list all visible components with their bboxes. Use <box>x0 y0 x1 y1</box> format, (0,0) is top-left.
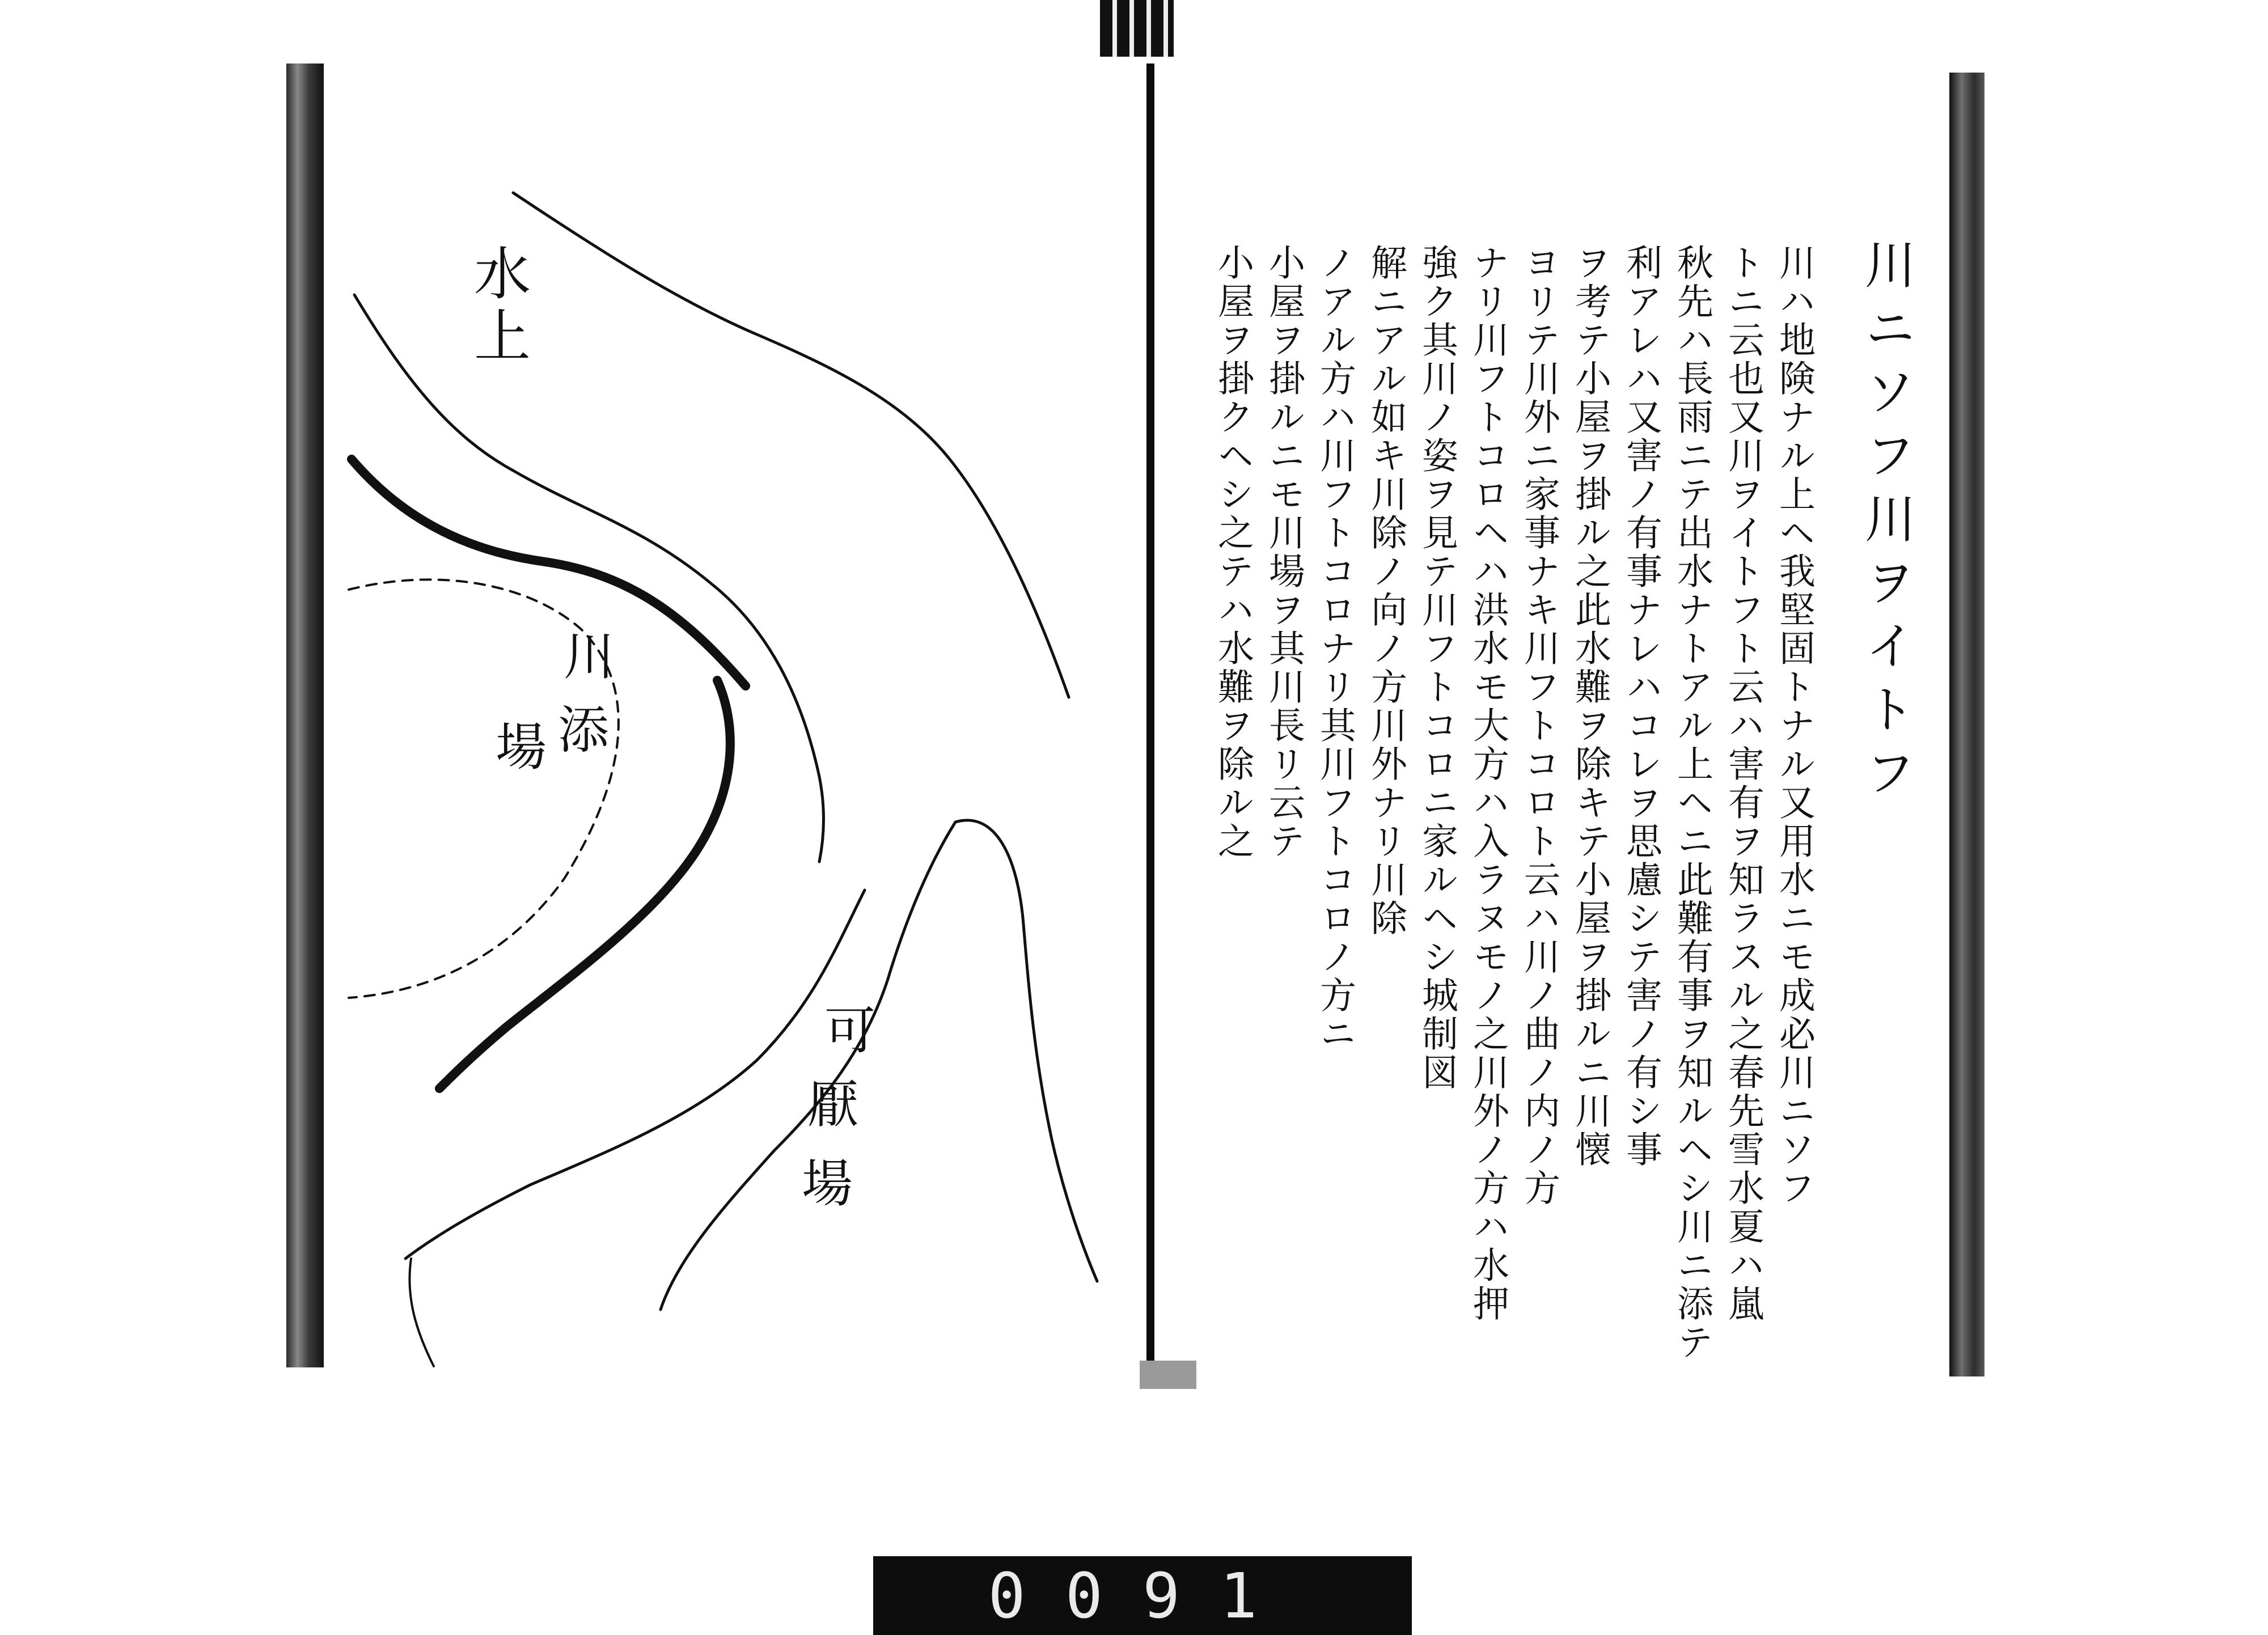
text-column: 秋先ハ長雨ニテ出水ナトアル上ヘニ此難有事ヲ知ルヘシ川ニ添テ <box>1671 244 1713 1362</box>
map-label-riverside-b: 添 <box>549 703 608 765</box>
river-map <box>326 62 1143 1383</box>
binding-clip <box>1100 0 1174 57</box>
gutter-mark <box>1140 1361 1196 1389</box>
text-column: ノアル方ハ川フトコロナリ其川フトコロノ方ニ <box>1314 244 1356 1053</box>
river-map-drawing <box>326 62 1143 1383</box>
text-column: トニ云也又川ヲイトフト云ハ害有ヲ知ラスル之春先雪水夏ハ嵐 <box>1722 244 1764 1323</box>
text-column: 強ク其川ノ姿ヲ見テ川フトコロニ家ルヘシ城制図 <box>1416 244 1458 1092</box>
text-column: 川ハ地険ナル上ヘ我堅固トナル又用水ニモ成必川ニソフ <box>1773 244 1815 1208</box>
text-column: ヲ考テ小屋ヲ掛ル之此水難ヲ除キテ小屋ヲ掛ルニ川懐 <box>1569 244 1611 1169</box>
text-column: 解ニアル如キ川除ノ向ノ方川外ナリ川除 <box>1365 244 1407 938</box>
frame-counter <box>873 1556 1412 1635</box>
river-bank-line <box>354 295 824 862</box>
map-label-riverside-c: 場 <box>486 720 546 782</box>
river-bank-line <box>513 193 1069 697</box>
text-column: 小屋ヲ掛ルニモ川場ヲ其川長リ云テ <box>1263 244 1305 861</box>
frame-counter-number: 0091 <box>988 1559 1297 1632</box>
map-label-yard-a: 可 <box>815 1003 875 1066</box>
section-heading: 川ニソフ川ヲイトフ <box>1856 238 1915 810</box>
text-column: ナリ川フトコロヘハ洪水モ大方ハ入ラヌモノ之川外ノ方ハ水押 <box>1467 244 1509 1323</box>
left-page-edge <box>286 63 324 1367</box>
map-label-water: 水上 <box>464 244 531 368</box>
text-column: ヨリテ川外ニ家事ナキ川フトコロト云ハ川ノ曲ノ内ノ方 <box>1518 244 1560 1208</box>
river-bank-line <box>661 822 955 1310</box>
map-label-yard-c: 場 <box>793 1157 852 1219</box>
river-bank-line <box>409 1259 434 1366</box>
map-label-yard-b: 厭 <box>798 1077 858 1140</box>
map-label-riverside-a: 川 <box>555 629 614 692</box>
body-text <box>1179 244 1962 1362</box>
text-column: 利アレハ又害ノ有事ナレハコレヲ思慮シテ害ノ有シ事 <box>1620 244 1662 1169</box>
text-column: 小屋ヲ掛クヘシ之テハ水難ヲ除ル之 <box>1212 244 1254 861</box>
book-gutter <box>1146 63 1154 1362</box>
river-bank-line <box>955 820 1097 1281</box>
